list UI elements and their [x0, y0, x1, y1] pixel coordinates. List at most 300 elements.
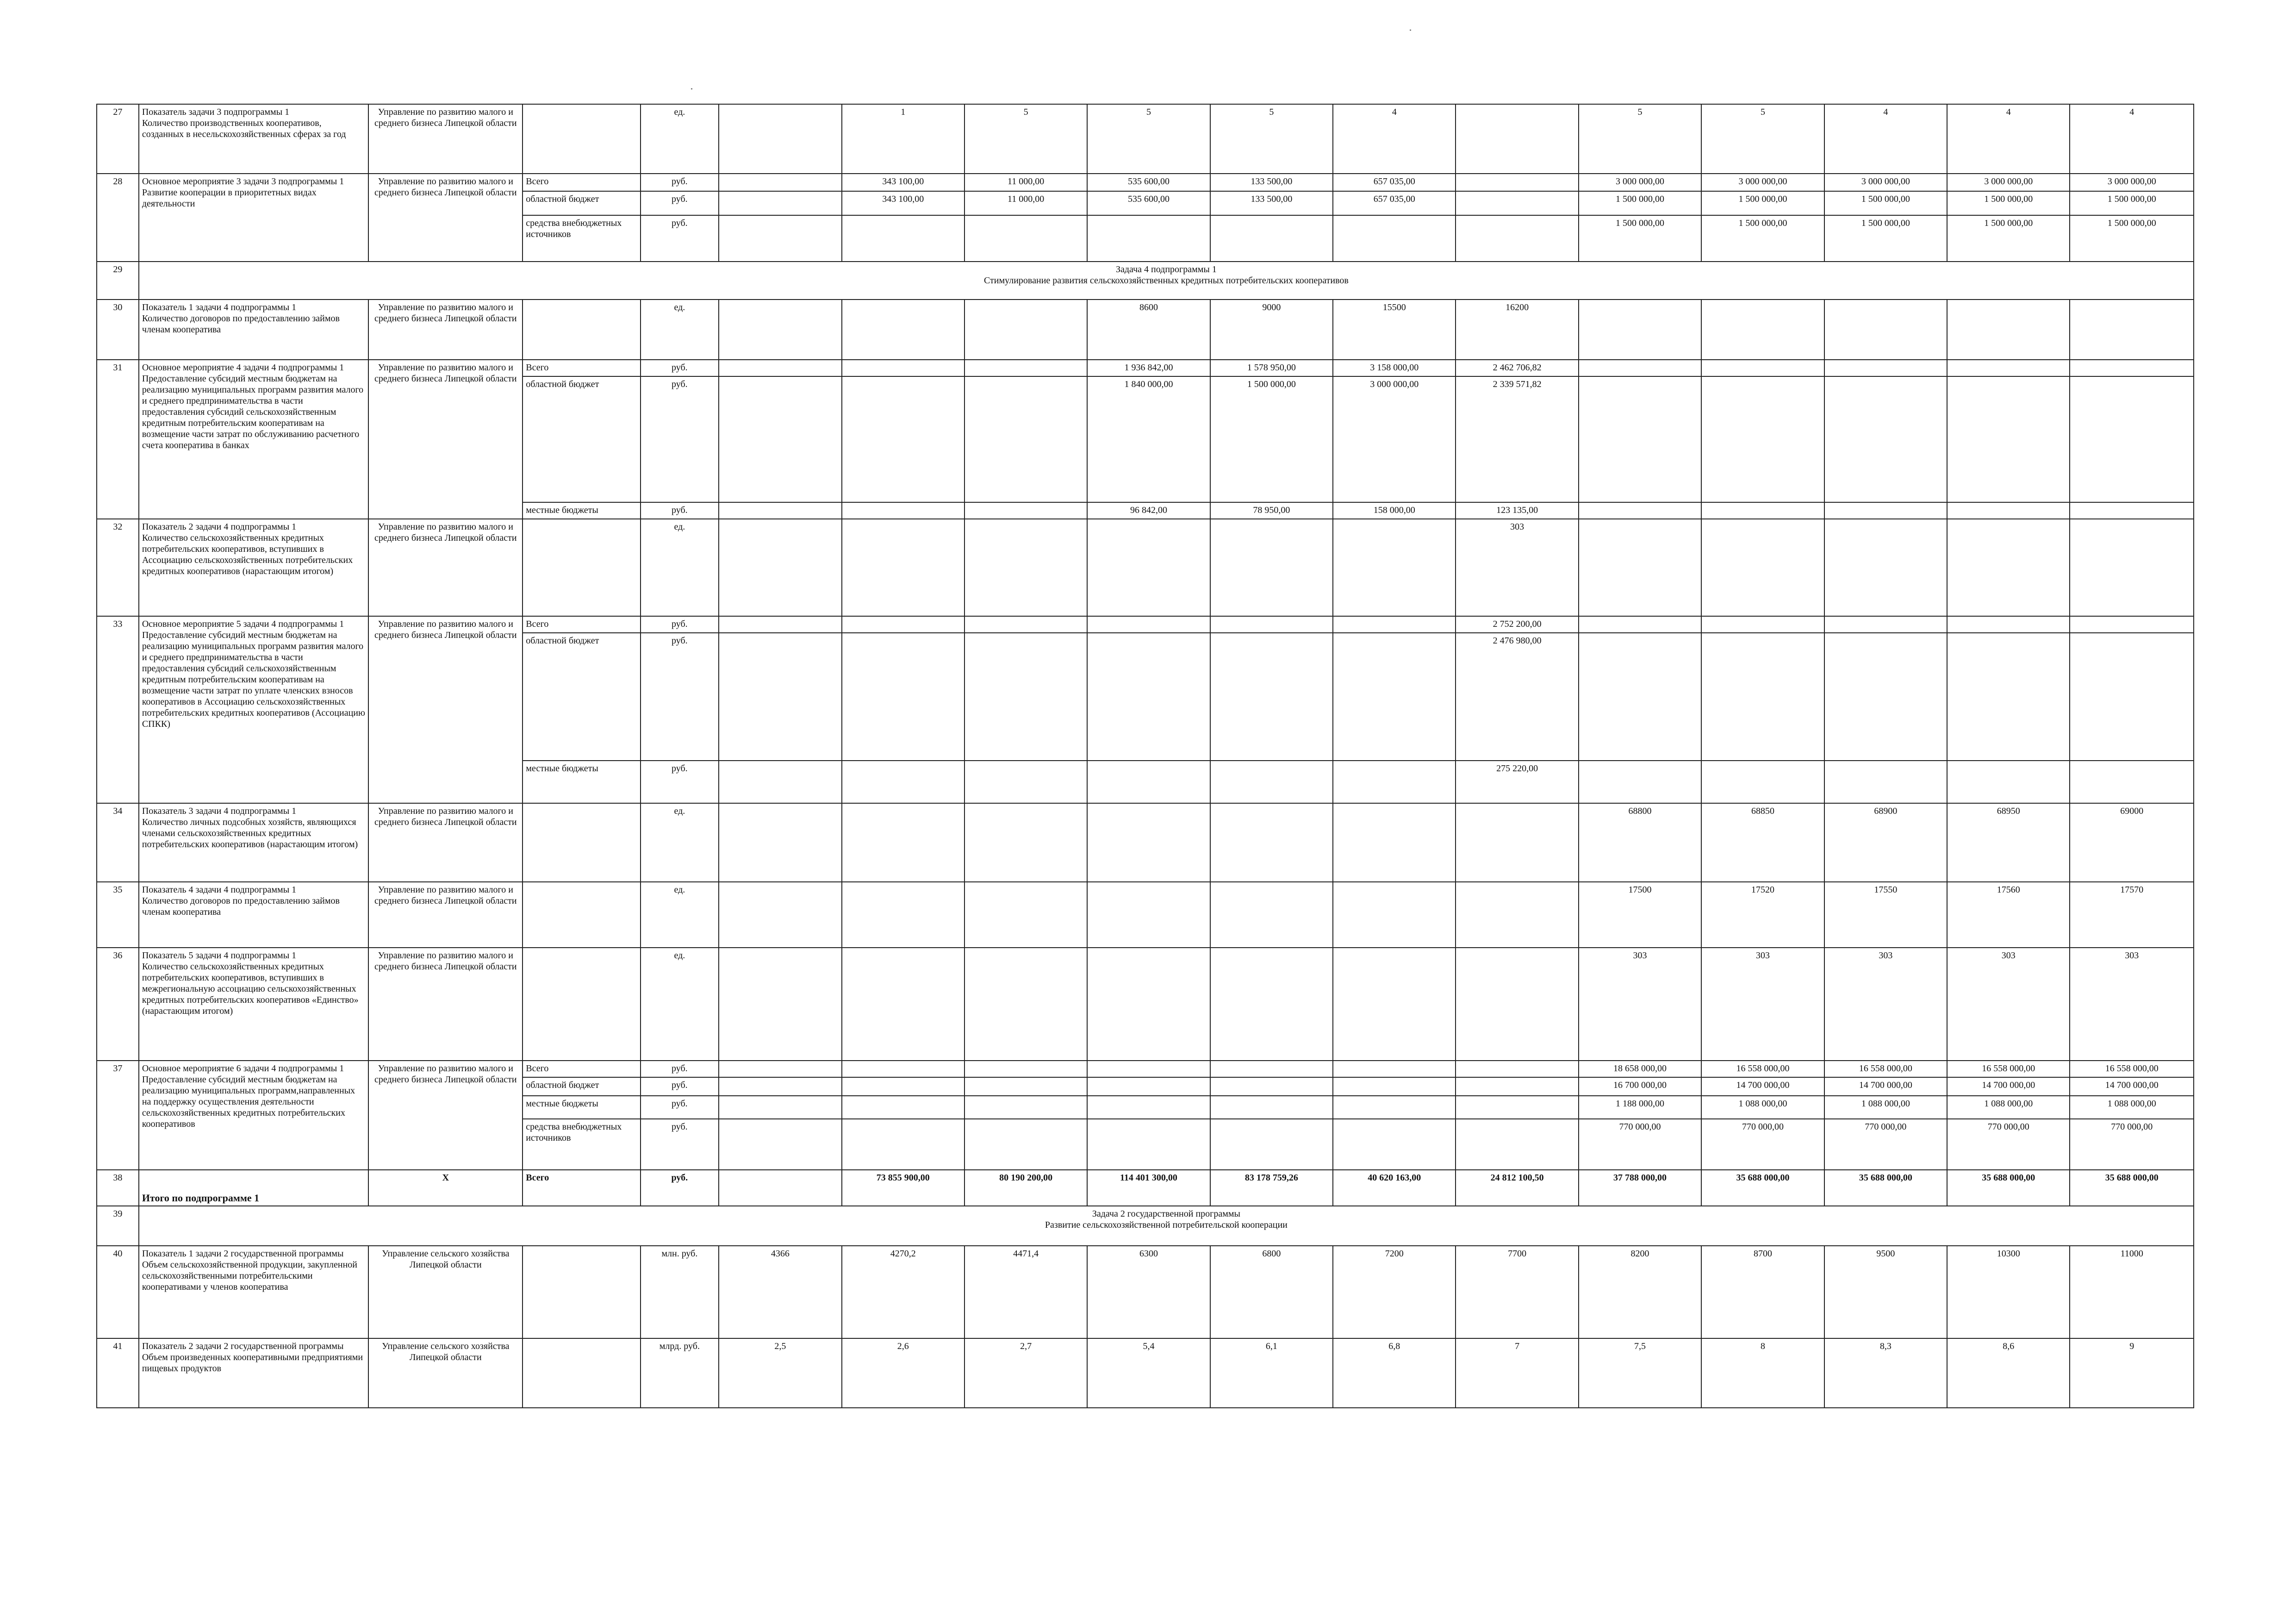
value-cell	[1701, 761, 1824, 803]
value-cell	[1701, 519, 1824, 616]
value-cell	[1210, 1096, 1333, 1119]
row-number: 34	[97, 803, 139, 882]
value-cell	[842, 1077, 964, 1096]
value-cell	[1210, 1119, 1333, 1170]
unit: ед.	[641, 803, 719, 882]
table-row	[97, 1170, 2194, 1206]
funding-source	[523, 882, 640, 948]
value-cell	[719, 882, 841, 948]
value-cell: 2,5	[719, 1338, 841, 1408]
value-cell	[1087, 1077, 1210, 1096]
unit: руб.	[641, 1119, 719, 1170]
value-cell: 5	[1579, 104, 1701, 174]
executor: Управление сельского хозяйства Липецкой области	[368, 1246, 523, 1338]
value-cell: 17520	[1701, 882, 1824, 948]
value-cell: 8,3	[1824, 1338, 1947, 1408]
value-cell: 8700	[1701, 1246, 1824, 1338]
value-cell	[1947, 300, 2070, 360]
value-cell	[1456, 882, 1578, 948]
value-cell	[1947, 519, 2070, 616]
value-cell	[964, 761, 1087, 803]
value-cell	[964, 1077, 1087, 1096]
table-row	[97, 174, 2194, 191]
value-cell: 3 000 000,00	[1947, 174, 2070, 191]
value-cell: 303	[1824, 948, 1947, 1061]
value-cell: 4471,4	[964, 1246, 1087, 1338]
value-cell	[719, 191, 841, 215]
value-cell: 4	[1824, 104, 1947, 174]
value-cell: 8600	[1087, 300, 1210, 360]
funding-source	[523, 104, 640, 174]
value-cell: 6,1	[1210, 1338, 1333, 1408]
value-cell	[1456, 803, 1578, 882]
value-cell: 6300	[1087, 1246, 1210, 1338]
value-cell	[719, 300, 841, 360]
indicator-name: Основное мероприятие 5 задачи 4 подпрограммы 1 Предоставление субсидий местным бюджетам на реализацию муниципальных программ развития малого и среднего предпринимательства в части предоставления субсидий сельскохозяйственным кредитным потребительским кооперативам на возмещение части затрат по уплате членских взносов кооперативов в Ассоциацию сельскохозяйственных потребительских кредитных кооперативов (Ассоциацию СПКК)	[139, 616, 368, 803]
value-cell	[1087, 1119, 1210, 1170]
value-cell: 24 812 100,50	[1456, 1170, 1578, 1206]
value-cell: 78 950,00	[1210, 502, 1333, 519]
executor: Управление по развитию малого и среднего бизнеса Липецкой области	[368, 616, 523, 803]
value-cell: 535 600,00	[1087, 191, 1210, 215]
value-cell	[1947, 761, 2070, 803]
value-cell	[719, 519, 841, 616]
row-number: 27	[97, 104, 139, 174]
table-row	[97, 104, 2194, 174]
table-row	[97, 616, 2194, 633]
indicator-name: Показатель 4 задачи 4 подпрограммы 1 Количество договоров по предоставлению займов членам кооператива	[139, 882, 368, 948]
unit: руб.	[641, 633, 719, 761]
value-cell: 2 339 571,82	[1456, 376, 1578, 502]
value-cell: 3 158 000,00	[1333, 360, 1456, 376]
value-cell	[1579, 519, 1701, 616]
value-cell: 303	[1456, 519, 1578, 616]
value-cell	[1701, 300, 1824, 360]
value-cell	[1701, 360, 1824, 376]
value-cell	[964, 803, 1087, 882]
row-number: 36	[97, 948, 139, 1061]
value-cell: 1 188 000,00	[1579, 1096, 1701, 1119]
value-cell	[1824, 616, 1947, 633]
value-cell: 9	[2070, 1338, 2194, 1408]
value-cell	[2070, 376, 2194, 502]
scan-speck	[691, 88, 692, 89]
unit: руб.	[641, 215, 719, 262]
value-cell: 3 000 000,00	[1824, 174, 1947, 191]
value-cell: 2,6	[842, 1338, 964, 1408]
value-cell: 2 462 706,82	[1456, 360, 1578, 376]
value-cell: 1 500 000,00	[1701, 191, 1824, 215]
value-cell	[1947, 360, 2070, 376]
value-cell: 1 936 842,00	[1087, 360, 1210, 376]
value-cell: 40 620 163,00	[1333, 1170, 1456, 1206]
value-cell	[1579, 502, 1701, 519]
value-cell: 35 688 000,00	[2070, 1170, 2194, 1206]
table-row	[97, 948, 2194, 1061]
unit: руб.	[641, 174, 719, 191]
value-cell	[1947, 633, 2070, 761]
unit: руб.	[641, 1096, 719, 1119]
funding-source: Всего	[523, 360, 640, 376]
value-cell	[1456, 191, 1578, 215]
value-cell	[1333, 1096, 1456, 1119]
value-cell	[1579, 376, 1701, 502]
value-cell	[842, 519, 964, 616]
value-cell	[1824, 300, 1947, 360]
row-number: 38	[97, 1170, 139, 1206]
unit: руб.	[641, 191, 719, 215]
funding-source: Всего	[523, 174, 640, 191]
value-cell: 8,6	[1947, 1338, 2070, 1408]
value-cell	[842, 616, 964, 633]
value-cell	[1210, 1077, 1333, 1096]
unit: ед.	[641, 519, 719, 616]
value-cell: 1 088 000,00	[1701, 1096, 1824, 1119]
row-number: 37	[97, 1061, 139, 1170]
unit: руб.	[641, 761, 719, 803]
value-cell: 35 688 000,00	[1947, 1170, 2070, 1206]
funding-source	[523, 1246, 640, 1338]
unit: руб.	[641, 1061, 719, 1077]
unit: ед.	[641, 104, 719, 174]
value-cell: 37 788 000,00	[1579, 1170, 1701, 1206]
section-row	[97, 1206, 2194, 1246]
value-cell: 5	[964, 104, 1087, 174]
funding-source	[523, 519, 640, 616]
value-cell: 1 088 000,00	[1947, 1096, 2070, 1119]
value-cell	[719, 174, 841, 191]
value-cell	[1087, 1096, 1210, 1119]
value-cell: 133 500,00	[1210, 174, 1333, 191]
unit: руб.	[641, 502, 719, 519]
executor: Управление по развитию малого и среднего бизнеса Липецкой области	[368, 948, 523, 1061]
table-row	[97, 1246, 2194, 1338]
unit: млн. руб.	[641, 1246, 719, 1338]
value-cell	[842, 948, 964, 1061]
value-cell	[1087, 616, 1210, 633]
value-cell: 6800	[1210, 1246, 1333, 1338]
value-cell: 9500	[1824, 1246, 1947, 1338]
unit: руб.	[641, 1170, 719, 1206]
value-cell	[1579, 360, 1701, 376]
value-cell: 18 658 000,00	[1579, 1061, 1701, 1077]
value-cell: 535 600,00	[1087, 174, 1210, 191]
value-cell	[719, 215, 841, 262]
value-cell: 8200	[1579, 1246, 1701, 1338]
funding-source: областной бюджет	[523, 1077, 640, 1096]
value-cell	[2070, 633, 2194, 761]
funding-source: Всего	[523, 1061, 640, 1077]
funding-source: местные бюджеты	[523, 761, 640, 803]
value-cell: 1	[842, 104, 964, 174]
executor: Управление сельского хозяйства Липецкой области	[368, 1338, 523, 1408]
value-cell	[1210, 1061, 1333, 1077]
value-cell	[1824, 761, 1947, 803]
value-cell	[1456, 1119, 1578, 1170]
value-cell	[1701, 376, 1824, 502]
value-cell: 16 558 000,00	[1701, 1061, 1824, 1077]
table-row	[97, 1061, 2194, 1077]
value-cell	[1579, 633, 1701, 761]
value-cell: 114 401 300,00	[1087, 1170, 1210, 1206]
value-cell: 1 088 000,00	[2070, 1096, 2194, 1119]
value-cell: 3 000 000,00	[1333, 376, 1456, 502]
value-cell	[1210, 519, 1333, 616]
unit: руб.	[641, 1077, 719, 1096]
value-cell	[1456, 1061, 1578, 1077]
value-cell: 303	[1701, 948, 1824, 1061]
scan-speck	[1410, 30, 1411, 31]
indicator-name: Показатель 2 задачи 2 государственной программы Объем произведенных кооперативными предприятиями пищевых продуктов	[139, 1338, 368, 1408]
value-cell	[1087, 215, 1210, 262]
value-cell	[2070, 761, 2194, 803]
value-cell: 303	[2070, 948, 2194, 1061]
value-cell: 14 700 000,00	[1701, 1077, 1824, 1096]
table-row	[97, 519, 2194, 616]
value-cell	[964, 215, 1087, 262]
section-heading: Задача 2 государственной программы Развитие сельскохозяйственной потребительской кооперации	[139, 1206, 2194, 1246]
unit: руб.	[641, 376, 719, 502]
indicator-name: Итого по подпрограмме 1	[139, 1170, 368, 1206]
value-cell	[1333, 519, 1456, 616]
value-cell: 770 000,00	[1579, 1119, 1701, 1170]
value-cell	[2070, 300, 2194, 360]
executor: Управление по развитию малого и среднего бизнеса Липецкой области	[368, 519, 523, 616]
value-cell: 5,4	[1087, 1338, 1210, 1408]
funding-source: средства внебюджетных источников	[523, 215, 640, 262]
value-cell	[842, 1119, 964, 1170]
unit: ед.	[641, 882, 719, 948]
unit: руб.	[641, 360, 719, 376]
value-cell: 7700	[1456, 1246, 1578, 1338]
value-cell: 16 558 000,00	[1824, 1061, 1947, 1077]
value-cell: 4	[1947, 104, 2070, 174]
value-cell	[964, 376, 1087, 502]
value-cell	[1824, 360, 1947, 376]
value-cell: 17570	[2070, 882, 2194, 948]
value-cell: 3 000 000,00	[1579, 174, 1701, 191]
value-cell: 123 135,00	[1456, 502, 1578, 519]
value-cell	[1579, 300, 1701, 360]
value-cell: 1 500 000,00	[1579, 215, 1701, 262]
value-cell	[719, 104, 841, 174]
value-cell: 35 688 000,00	[1824, 1170, 1947, 1206]
row-number: 41	[97, 1338, 139, 1408]
value-cell	[964, 502, 1087, 519]
value-cell	[719, 633, 841, 761]
value-cell	[1087, 803, 1210, 882]
value-cell	[1333, 1119, 1456, 1170]
value-cell: 73 855 900,00	[842, 1170, 964, 1206]
value-cell	[719, 1096, 841, 1119]
value-cell: 7,5	[1579, 1338, 1701, 1408]
indicator-name: Основное мероприятие 6 задачи 4 подпрограммы 1 Предоставление субсидий местным бюджетам на реализацию муниципальных программ,направленных на поддержку осуществления деятельности сельскохозяйственных кредитных потребительских кооперативов	[139, 1061, 368, 1170]
value-cell	[1456, 104, 1578, 174]
table-row	[97, 1338, 2194, 1408]
value-cell	[719, 376, 841, 502]
value-cell: 4	[2070, 104, 2194, 174]
value-cell: 1 500 000,00	[1824, 215, 1947, 262]
value-cell: 4366	[719, 1246, 841, 1338]
value-cell	[964, 300, 1087, 360]
value-cell	[1456, 215, 1578, 262]
value-cell	[2070, 502, 2194, 519]
value-cell	[842, 502, 964, 519]
funding-source	[523, 1338, 640, 1408]
section-heading: Задача 4 подпрограммы 1 Стимулирование развития сельскохозяйственных кредитных потребительских кооперативов	[139, 262, 2194, 300]
value-cell	[842, 882, 964, 948]
value-cell: 5	[1701, 104, 1824, 174]
value-cell	[842, 360, 964, 376]
value-cell: 16 558 000,00	[1947, 1061, 2070, 1077]
value-cell: 1 500 000,00	[1824, 191, 1947, 215]
funding-source	[523, 948, 640, 1061]
value-cell: 303	[1579, 948, 1701, 1061]
value-cell	[842, 1096, 964, 1119]
section-row	[97, 262, 2194, 300]
row-number: 29	[97, 262, 139, 300]
indicator-name: Показатель 1 задачи 2 государственной программы Объем сельскохозяйственной продукции, закупленной сельскохозяйственными потребительскими кооперативами у членов кооператива	[139, 1246, 368, 1338]
executor: Управление по развитию малого и среднего бизнеса Липецкой области	[368, 882, 523, 948]
value-cell	[1210, 616, 1333, 633]
value-cell: 657 035,00	[1333, 174, 1456, 191]
value-cell: 17550	[1824, 882, 1947, 948]
value-cell: 83 178 759,26	[1210, 1170, 1333, 1206]
executor: Управление по развитию малого и среднего бизнеса Липецкой области	[368, 803, 523, 882]
value-cell: 1 500 000,00	[1947, 191, 2070, 215]
row-number: 28	[97, 174, 139, 262]
value-cell	[1333, 803, 1456, 882]
value-cell	[1087, 761, 1210, 803]
value-cell: 17560	[1947, 882, 2070, 948]
value-cell	[1824, 502, 1947, 519]
indicator-name: Показатель 3 задачи 4 подпрограммы 1 Количество личных подсобных хозяйств, являющихся членами сельскохозяйственных кредитных потребительских кооперативов (нарастающим итогом)	[139, 803, 368, 882]
row-number: 33	[97, 616, 139, 803]
executor: Управление по развитию малого и среднего бизнеса Липецкой области	[368, 360, 523, 519]
value-cell	[1701, 616, 1824, 633]
value-cell	[1456, 1077, 1578, 1096]
unit: млрд. руб.	[641, 1338, 719, 1408]
value-cell: 6,8	[1333, 1338, 1456, 1408]
value-cell: 68950	[1947, 803, 2070, 882]
executor: Х	[368, 1170, 523, 1206]
value-cell	[1579, 761, 1701, 803]
value-cell: 14 700 000,00	[2070, 1077, 2194, 1096]
value-cell	[1210, 633, 1333, 761]
row-number: 35	[97, 882, 139, 948]
value-cell	[1456, 174, 1578, 191]
value-cell: 7	[1456, 1338, 1578, 1408]
value-cell: 11 000,00	[964, 191, 1087, 215]
value-cell: 770 000,00	[1947, 1119, 2070, 1170]
row-number: 39	[97, 1206, 139, 1246]
value-cell: 16 700 000,00	[1579, 1077, 1701, 1096]
value-cell: 3 000 000,00	[1701, 174, 1824, 191]
value-cell	[1947, 616, 2070, 633]
funding-source: местные бюджеты	[523, 1096, 640, 1119]
value-cell	[1333, 616, 1456, 633]
value-cell	[1333, 761, 1456, 803]
value-cell	[2070, 360, 2194, 376]
funding-source: областной бюджет	[523, 191, 640, 215]
value-cell	[1824, 633, 1947, 761]
value-cell	[842, 1061, 964, 1077]
value-cell	[964, 882, 1087, 948]
value-cell: 1 500 000,00	[1579, 191, 1701, 215]
unit: руб.	[641, 616, 719, 633]
value-cell	[719, 360, 841, 376]
value-cell: 11 000,00	[964, 174, 1087, 191]
value-cell	[719, 1170, 841, 1206]
value-cell	[719, 803, 841, 882]
funding-source: средства внебюджетных источников	[523, 1119, 640, 1170]
value-cell: 14 700 000,00	[1824, 1077, 1947, 1096]
value-cell: 275 220,00	[1456, 761, 1578, 803]
value-cell: 657 035,00	[1333, 191, 1456, 215]
unit: ед.	[641, 948, 719, 1061]
value-cell: 96 842,00	[1087, 502, 1210, 519]
value-cell	[2070, 616, 2194, 633]
value-cell	[842, 376, 964, 502]
value-cell: 5	[1087, 104, 1210, 174]
value-cell: 133 500,00	[1210, 191, 1333, 215]
value-cell: 15500	[1333, 300, 1456, 360]
value-cell: 343 100,00	[842, 174, 964, 191]
indicator-name: Показатель 1 задачи 4 подпрограммы 1 Количество договоров по предоставлению займов членам кооператива	[139, 300, 368, 360]
value-cell	[1210, 803, 1333, 882]
value-cell	[1701, 502, 1824, 519]
value-cell	[964, 948, 1087, 1061]
value-cell: 2 752 200,00	[1456, 616, 1578, 633]
value-cell: 303	[1947, 948, 2070, 1061]
value-cell: 1 840 000,00	[1087, 376, 1210, 502]
value-cell: 69000	[2070, 803, 2194, 882]
program-table-sheet	[96, 104, 2194, 1408]
value-cell: 5	[1210, 104, 1333, 174]
executor: Управление по развитию малого и среднего бизнеса Липецкой области	[368, 300, 523, 360]
value-cell: 17500	[1579, 882, 1701, 948]
indicator-name: Показатель 2 задачи 4 подпрограммы 1 Количество сельскохозяйственных кредитных потребительских кооперативов, вступивших в Ассоциацию сельскохозяйственных потребительских кредитных кооперативов (нарастающим итогом)	[139, 519, 368, 616]
value-cell	[1824, 376, 1947, 502]
value-cell: 1 088 000,00	[1824, 1096, 1947, 1119]
funding-source: областной бюджет	[523, 376, 640, 502]
funding-source: Всего	[523, 1170, 640, 1206]
value-cell: 68900	[1824, 803, 1947, 882]
funding-source: Всего	[523, 616, 640, 633]
value-cell: 1 500 000,00	[1701, 215, 1824, 262]
value-cell: 16200	[1456, 300, 1578, 360]
value-cell	[1210, 882, 1333, 948]
value-cell	[719, 502, 841, 519]
indicator-name: Основное мероприятие 3 задачи 3 подпрограммы 1 Развитие кооперации в приоритетных видах деятельности	[139, 174, 368, 262]
value-cell: 35 688 000,00	[1701, 1170, 1824, 1206]
value-cell: 1 500 000,00	[1947, 215, 2070, 262]
value-cell: 2,7	[964, 1338, 1087, 1408]
indicator-name: Основное мероприятие 4 задачи 4 подпрограммы 1 Предоставление субсидий местным бюджетам на реализацию муниципальных программ развития малого и среднего предпринимательства в части предоставления субсидий сельскохозяйственным кредитным потребительским кооперативам на возмещение части затрат по обслуживанию расчетного счета кооператива в банках	[139, 360, 368, 519]
value-cell	[1087, 1061, 1210, 1077]
table-row	[97, 882, 2194, 948]
indicator-name: Показатель задачи 3 подпрограммы 1 Количество производственных кооперативов, созданных в несельскохозяйственных сферах за год	[139, 104, 368, 174]
value-cell	[1333, 882, 1456, 948]
value-cell	[964, 1096, 1087, 1119]
row-number: 30	[97, 300, 139, 360]
value-cell	[1210, 761, 1333, 803]
funding-source	[523, 300, 640, 360]
funding-source: местные бюджеты	[523, 502, 640, 519]
executor: Управление по развитию малого и среднего бизнеса Липецкой области	[368, 104, 523, 174]
table-row	[97, 300, 2194, 360]
funding-source	[523, 803, 640, 882]
